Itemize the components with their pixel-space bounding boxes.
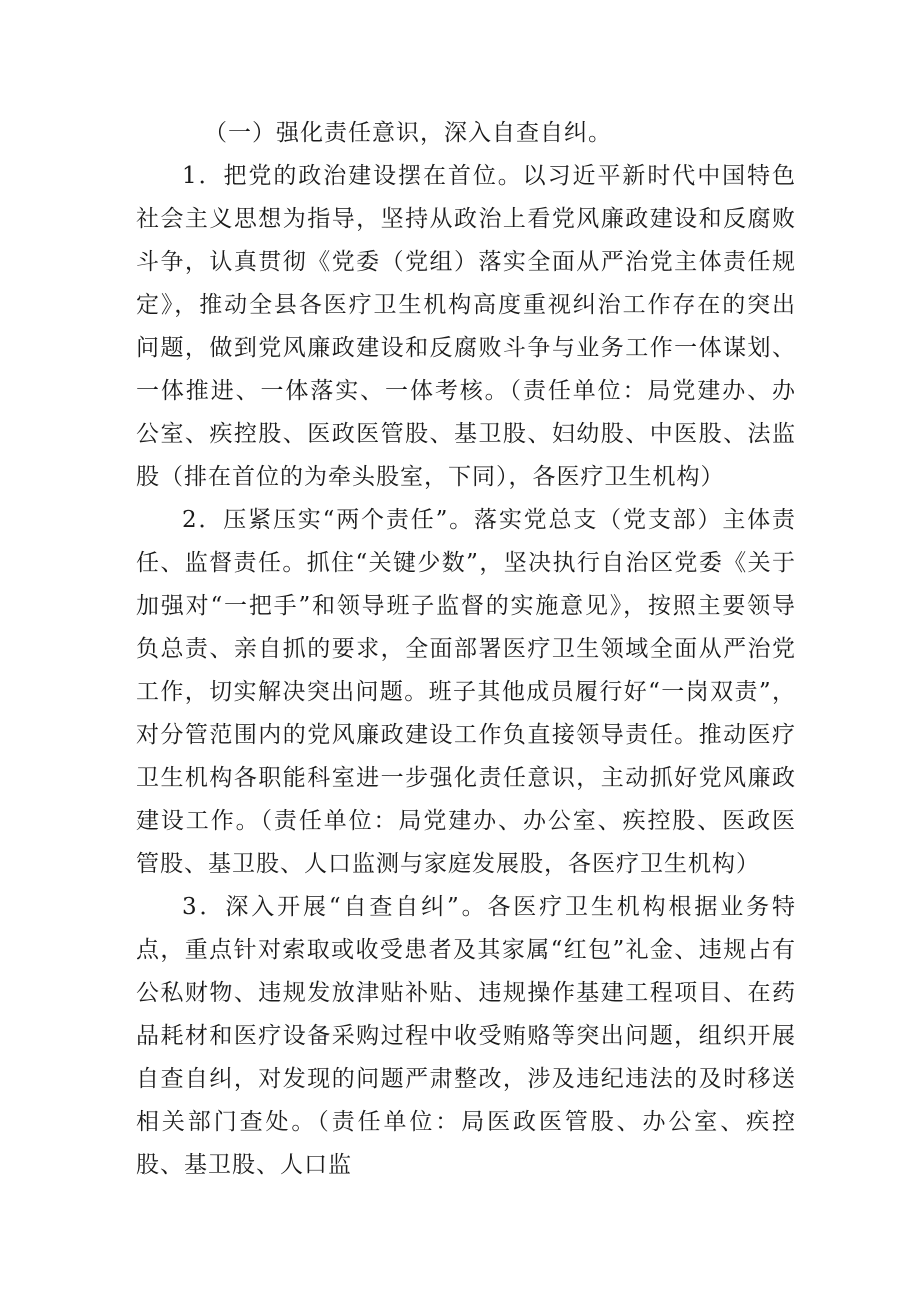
document-body bbox=[136, 112, 796, 1187]
paragraph-1: 1．把党的政治建设摆在首位。以习近平新时代中国特色社会主义思想为指导，坚持从政治上看党风廉政建设和反腐败斗争，认真贯彻《党委（党组）落实全面从严治党主体责任规定》，推动全县各医疗卫生机构高度重视纠治工作存在的突出问题，做到党风廉政建设和反腐败斗争与业务工作一体谋划、一体推进、一体落实、一体考核。（责任单位：局党建办、办公室、疾控股、医政医管股、基卫股、妇幼股、中医股、法监股（排在首位的为牵头股室，下同），各医疗卫生机构） bbox=[136, 163, 796, 490]
paragraph-3: 3．深入开展“自查自纠”。各医疗卫生机构根据业务特点，重点针对索取或收受患者及其家属“红包”礼金、违规占有公私财物、违规发放津贴补贴、违规操作基建工程项目、在药品耗材和医疗设备采购过程中收受贿赂等突出问题，组织开展自查自纠，对发现的问题严肃整改，涉及违纪违法的及时移送相关部门查处。（责任单位：局医政医管股、办公室、疾控股、基卫股、人口监 bbox=[136, 894, 796, 1178]
paragraph-2: 2．压紧压实“两个责任”。落实党总支（党支部）主体责任、监督责任。抓住“关键少数”，坚决执行自治区党委《关于加强对“一把手”和领导班子监督的实施意见》，按照主要领导负总责、亲自抓的要求，全面部署医疗卫生领域全面从严治党工作，切实解决突出问题。班子其他成员履行好“一岗双责”，对分管范围内的党风廉政建设工作负直接领导责任。推动医疗卫生机构各职能科室进一步强化责任意识，主动抓好党风廉政建设工作。（责任单位：局党建办、办公室、疾控股、医政医管股、基卫股、人口监测与家庭发展股，各医疗卫生机构） bbox=[136, 507, 796, 877]
section-heading: （一）强化责任意识，深入自查自纠。 bbox=[204, 120, 612, 146]
